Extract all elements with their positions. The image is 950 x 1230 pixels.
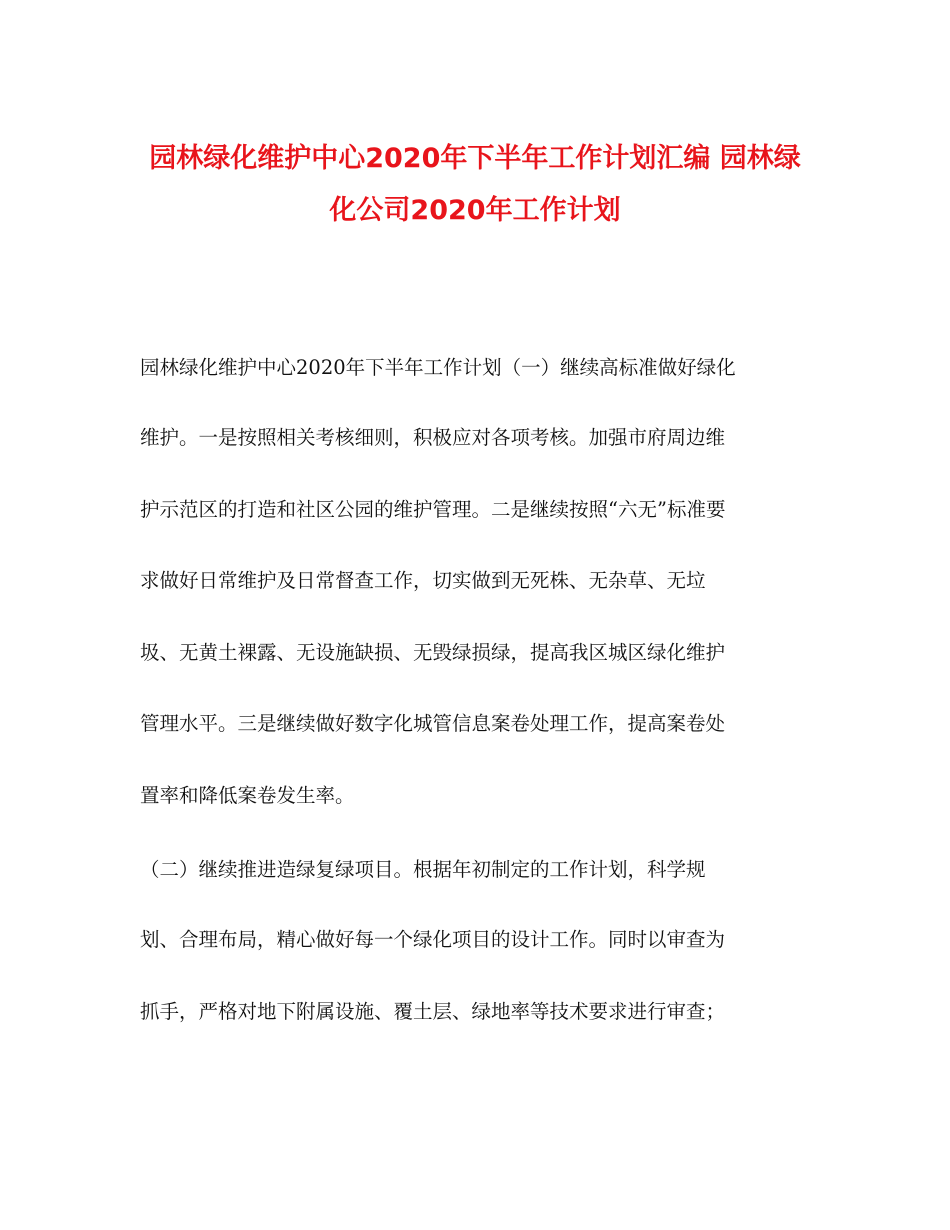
body-line: 园林绿化维护中心2020年下半年工作计划（一）继续高标准做好绿化: [140, 356, 736, 379]
body-line: 维护。一是按照相关考核细则，积极应对各项考核。加强市府周边维: [140, 426, 726, 449]
body-line: 管理水平。三是继续做好数字化城管信息案卷处理工作，提高案卷处: [140, 712, 726, 735]
body-line: （二）继续推进造绿复绿项目。根据年初制定的工作计划，科学规: [140, 858, 706, 881]
body-line: 护示范区的打造和社区公园的维护管理。二是继续按照“六无”标准要: [140, 498, 726, 521]
body-line: 求做好日常维护及日常督查工作，切实做到无死株、无杂草、无垃: [140, 569, 706, 592]
title-line: 园林绿化维护中心2020年下半年工作计划汇编 园林绿: [149, 143, 801, 174]
document-title: [120, 133, 830, 237]
body-line: 置率和降低案卷发生率。: [140, 784, 355, 807]
body-line: 划、合理布局，精心做好每一个绿化项目的设计工作。同时以审查为: [140, 928, 726, 951]
body-line: 圾、无黄土裸露、无设施缺损、无毁绿损绿，提高我区城区绿化维护: [140, 641, 726, 664]
body-line: 抓手，严格对地下附属设施、覆土层、绿地率等技术要求进行审查；: [140, 1000, 726, 1023]
title-line: 化公司2020年工作计划: [329, 195, 621, 226]
